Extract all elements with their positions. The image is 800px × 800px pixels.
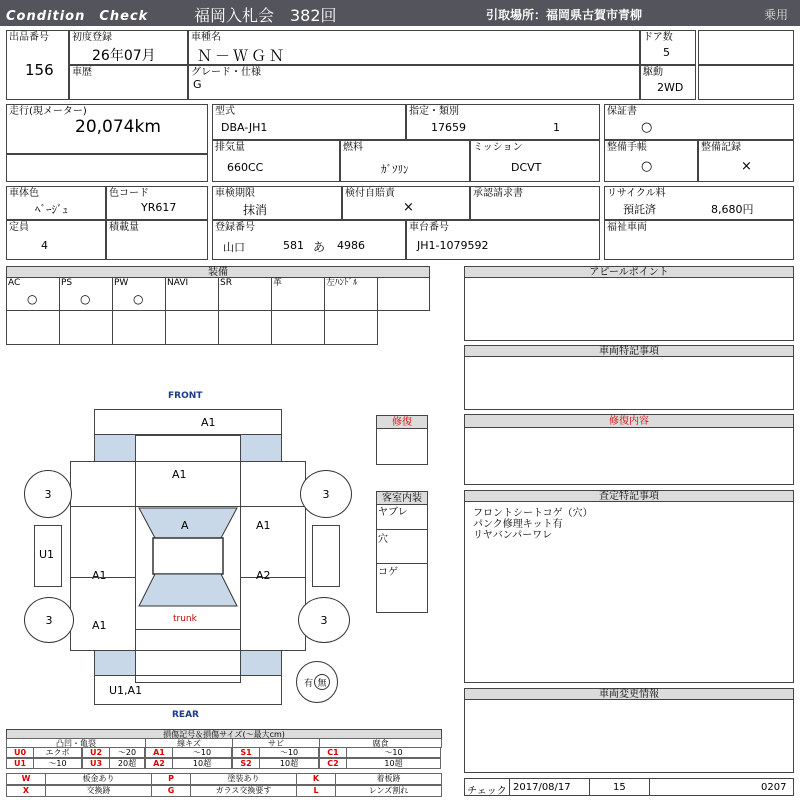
rear-bumper	[94, 675, 282, 705]
door-front-left	[70, 506, 136, 578]
legend-code-c2: C2	[319, 758, 347, 769]
hood-panel	[135, 435, 241, 507]
left-side-damage: U1	[39, 548, 55, 561]
interior-hole-label: 穴	[378, 534, 388, 545]
drive-cell	[640, 65, 696, 100]
body-color-value: ﾍﾞｰｼﾞｭ	[35, 203, 68, 216]
right-side-panel	[312, 525, 340, 587]
model-value: DBA-JH1	[221, 121, 268, 134]
recycle-cell	[604, 186, 794, 220]
interior-divider-1	[377, 529, 427, 530]
designation-type-value: 17659	[431, 121, 466, 134]
lot-number-cell	[6, 30, 69, 100]
chassis-value: JH1-1079592	[417, 239, 489, 252]
legend-desc-a1: ～10	[172, 747, 232, 758]
equipment-blank-7	[271, 310, 325, 345]
displacement-cell	[212, 140, 340, 182]
equipment-ps-label: PS	[61, 278, 73, 288]
chassis-label: 車台番号	[409, 222, 449, 233]
equipment-blank-5	[165, 310, 219, 345]
check-date: 2017/08/17	[513, 782, 571, 793]
doors-cell	[640, 30, 696, 65]
equipment-ps	[59, 277, 113, 311]
recycle-label: リサイクル料	[607, 188, 666, 199]
repair-content	[376, 428, 428, 465]
legend-group-corrosion: 腐食	[319, 738, 442, 748]
front-bumper-damage: A1	[201, 416, 216, 429]
maintenance-record-cell	[698, 140, 794, 182]
interior-burn-label: コゲ	[378, 567, 398, 578]
door-front-right	[240, 506, 306, 578]
designation-cell	[406, 104, 600, 140]
door-rear-right	[240, 577, 306, 651]
legend-mark-x: X	[6, 785, 46, 797]
legend-mark-w: W	[6, 773, 46, 785]
legend-code-s1: S1	[232, 747, 260, 758]
repair-label: 修復	[376, 415, 428, 429]
legend-code-u3: U3	[82, 758, 110, 769]
tire-front-left	[24, 470, 72, 518]
legend-mark-desc-x: 交換跡	[45, 785, 152, 797]
car-name-label: 車種名	[191, 32, 221, 43]
maintenance-manual-cell	[604, 140, 698, 182]
legend-code-a1: A1	[145, 747, 173, 758]
tire-rear-left	[24, 597, 74, 643]
legend-desc-u3: 20超	[109, 758, 145, 769]
approval-label: 承認請求書	[473, 188, 523, 199]
check-code: 0207	[761, 782, 787, 793]
header-pickup-location: 引取場所：福岡県古賀市青柳	[486, 8, 643, 22]
tire-front-left-value: 3	[44, 487, 52, 501]
maintenance-manual-label: 整備手帳	[607, 142, 647, 153]
tire-rear-right-value: 3	[320, 613, 328, 627]
tire-front-right-value: 3	[322, 487, 330, 501]
equipment-pw-label: PW	[114, 278, 129, 288]
drive-label: 駆動	[643, 67, 663, 78]
legend-code-rows	[6, 747, 442, 769]
interior-divider-2	[377, 563, 427, 564]
designation-class-value: 1	[553, 121, 560, 134]
assessment-line-3: リヤバンパーワレ	[473, 530, 553, 541]
check-row	[464, 778, 794, 796]
grade-label: グレード・仕様	[191, 67, 261, 78]
inspection-label: 車検期限	[215, 188, 255, 199]
legend-mark-desc-p: 塗装あり	[190, 773, 297, 785]
mission-value: DCVT	[511, 161, 542, 174]
trunk-label: trunk	[173, 614, 197, 624]
legend-mark-l: L	[296, 785, 336, 797]
legend-desc-u1: ～10	[33, 758, 82, 769]
hood-damage: A1	[172, 468, 187, 481]
legend-mark-desc-l: レンズ割れ	[335, 785, 442, 797]
displacement-label: 排気量	[215, 142, 245, 153]
history-cell	[69, 65, 188, 100]
legend-mark-desc-w: 板金あり	[45, 773, 152, 785]
fuel-cell	[340, 140, 470, 182]
header-bar	[0, 0, 800, 26]
mission-cell	[470, 140, 600, 182]
warranty-label: 保証書	[607, 106, 637, 117]
equipment-ac-label: AC	[8, 278, 21, 288]
equipment-sr-label: SR	[220, 278, 232, 288]
interior-title: 客室内装	[376, 491, 428, 505]
extra-box-bottom	[698, 65, 794, 100]
approval-cell	[470, 186, 600, 220]
grade-value: G	[193, 78, 202, 91]
plate-class-value: 581	[283, 239, 304, 252]
color-code-cell	[106, 186, 208, 220]
header-left-title: Condition Check	[6, 9, 149, 24]
plate-kana-value: あ	[313, 240, 326, 254]
load-capacity-label: 積載量	[109, 222, 139, 233]
legend-mark-rows	[6, 773, 442, 797]
car-name-value: Ｎ－ＷＧＮ	[197, 47, 288, 65]
door-rear-left-damage: A1	[92, 619, 107, 632]
equipment-blank-2	[6, 310, 60, 345]
first-registration-cell	[69, 30, 188, 65]
car-diagram	[0, 385, 440, 725]
designation-label: 指定・類別	[409, 106, 459, 117]
mileage-value: 20,074km	[75, 117, 161, 137]
equipment-title: 装備	[6, 266, 430, 278]
equipment-grid	[6, 277, 430, 345]
assessment-title: 査定特記事項	[464, 490, 794, 502]
legend-code-u0: U0	[6, 747, 34, 758]
legend-desc-u2: ～20	[109, 747, 145, 758]
first-registration-value: 26年07月	[92, 48, 156, 64]
interior-tear-label: ヤブレ	[378, 507, 408, 518]
spare-tire-mark: 無	[314, 674, 330, 690]
legend-code-s2: S2	[232, 758, 260, 769]
equipment-blank-1	[377, 277, 430, 311]
check-label: チェック	[467, 786, 507, 797]
legend-group-scratch: 線キズ	[145, 738, 233, 748]
damage-legend	[6, 729, 442, 797]
legend-code-a2: A2	[145, 758, 173, 769]
check-divider-3	[649, 779, 650, 795]
tire-rear-right	[298, 597, 350, 643]
body-color-label: 車体色	[9, 188, 39, 199]
welfare-cell	[604, 220, 794, 260]
legend-code-c1: C1	[319, 747, 347, 758]
tire-front-right	[300, 470, 352, 518]
equipment-pw	[112, 277, 166, 311]
left-side-panel	[34, 525, 62, 587]
grade-cell	[188, 65, 640, 100]
mission-label: ミッション	[473, 142, 523, 153]
tire-rear-left-value: 3	[45, 613, 53, 627]
fuel-value: ｶﾞｿﾘﾝ	[381, 163, 409, 176]
plate-area-value: 山口	[223, 241, 245, 254]
chassis-cell	[406, 220, 600, 260]
equipment-blank-3	[59, 310, 113, 345]
door-rear-left	[70, 577, 136, 651]
maintenance-record-value: ×	[741, 159, 752, 174]
mileage-cell	[6, 104, 208, 154]
repair-content-body	[464, 427, 794, 485]
recycle-status-value: 預託済	[623, 203, 656, 216]
front-label: FRONT	[168, 391, 203, 401]
insurance-value: ×	[403, 200, 414, 215]
legend-mark-k: K	[296, 773, 336, 785]
check-divider-2	[589, 779, 590, 795]
spare-tire-label: 有	[303, 678, 313, 689]
header-category: 乗用	[764, 8, 789, 22]
doors-label: ドア数	[643, 32, 673, 43]
vehicle-change-content	[464, 699, 794, 773]
doors-value: 5	[663, 46, 670, 59]
plate-label: 登録番号	[215, 222, 255, 233]
mileage-label: 走行(現メーター)	[9, 106, 87, 117]
color-code-value: YR617	[141, 201, 177, 214]
extra-box-top	[698, 30, 794, 65]
legend-desc-c2: 10超	[346, 758, 441, 769]
equipment-pw-value: ○	[133, 292, 144, 306]
equipment-blank-8	[324, 310, 378, 345]
door-front-left-damage: A1	[92, 569, 107, 582]
lot-number-label: 出品番号	[9, 32, 49, 43]
legend-desc-u0: エクボ	[33, 747, 82, 758]
rear-bumper-damage: U1,A1	[109, 684, 143, 697]
inspection-value: 抹消	[243, 203, 268, 217]
displacement-value: 660CC	[227, 161, 264, 174]
legend-code-u2: U2	[82, 747, 110, 758]
special-notes-content	[464, 356, 794, 410]
capacity-value: 4	[41, 239, 48, 252]
recycle-fee-value: 8,680円	[711, 203, 754, 216]
front-bumper	[94, 409, 282, 435]
header-center-title: 福岡入札会 382回	[194, 6, 337, 25]
legend-group-rust: サビ	[232, 738, 320, 748]
insurance-label: 検付自賠責	[345, 188, 395, 199]
maintenance-manual-value: ○	[641, 159, 653, 174]
legend-desc-s2: 10超	[259, 758, 319, 769]
model-cell	[212, 104, 406, 140]
legend-desc-a2: 10超	[172, 758, 232, 769]
appeal-content	[464, 277, 794, 341]
equipment-navi	[165, 277, 219, 311]
maintenance-record-label: 整備記録	[701, 142, 741, 153]
inspection-cell	[212, 186, 342, 220]
equipment-ps-value: ○	[80, 292, 91, 306]
special-notes-title: 車両特記事項	[464, 345, 794, 357]
door-rear-right-damage: A2	[256, 569, 271, 582]
model-label: 型式	[215, 106, 235, 117]
equipment-ac-value: ○	[27, 292, 38, 306]
legend-title: 損傷記号＆損傷サイズ(～最大cm)	[6, 729, 442, 739]
drive-value: 2WD	[657, 81, 684, 94]
car-name-cell	[188, 30, 640, 65]
fuel-label: 燃料	[343, 142, 363, 153]
spare-tire	[296, 661, 338, 703]
equipment-left-handle-label: 左ﾊﾝﾄﾞﾙ	[326, 278, 358, 288]
legend-desc-c1: ～10	[346, 747, 441, 758]
legend-code-u1: U1	[6, 758, 34, 769]
legend-desc-s1: ～10	[259, 747, 319, 758]
equipment-sr	[218, 277, 272, 311]
check-number: 15	[613, 782, 626, 793]
equipment-navi-label: NAVI	[167, 278, 189, 288]
insurance-cell	[342, 186, 470, 220]
warranty-value: ○	[641, 120, 653, 135]
load-capacity-cell	[106, 220, 208, 260]
vehicle-change-title: 車両変更情報	[464, 688, 794, 700]
plate-cell	[212, 220, 406, 260]
lot-number-value: 156	[25, 61, 54, 79]
assessment-content	[464, 501, 794, 683]
capacity-cell	[6, 220, 106, 260]
rear-corners-outline	[94, 650, 282, 676]
equipment-leather-label: 革	[273, 278, 283, 288]
first-registration-label: 初度登録	[72, 32, 112, 43]
warranty-cell	[604, 104, 794, 140]
color-code-label: 色コード	[109, 188, 149, 199]
plate-id-value: 4986	[337, 239, 365, 252]
assessment-line-2: パンク修理キット有	[473, 519, 563, 530]
legend-group-dent: 凸凹・亀裂	[6, 738, 146, 748]
repair-box	[376, 415, 428, 465]
legend-mark-p: P	[151, 773, 191, 785]
appeal-title: アピールポイント	[464, 266, 794, 278]
assessment-line-1: フロントシートコゲ（穴）	[473, 508, 593, 519]
history-label: 車歴	[72, 67, 92, 78]
check-divider-1	[509, 779, 510, 795]
repair-content-title: 修復内容	[464, 414, 794, 428]
equipment-blank-4	[112, 310, 166, 345]
legend-mark-desc-k: 着板跡	[335, 773, 442, 785]
equipment-blank-6	[218, 310, 272, 345]
capacity-label: 定員	[9, 222, 29, 233]
interior-box	[376, 491, 428, 613]
equipment-leather	[271, 277, 325, 311]
door-front-right-damage: A1	[256, 519, 271, 532]
equipment-left-handle	[324, 277, 378, 311]
mileage-extra-cell	[6, 154, 208, 182]
roof-damage: A	[181, 519, 189, 532]
legend-mark-desc-g: ガラス交換要す	[190, 785, 297, 797]
welfare-label: 福祉車両	[607, 222, 647, 233]
rear-label: REAR	[172, 710, 199, 720]
body-color-cell	[6, 186, 106, 220]
equipment-ac	[6, 277, 60, 311]
interior-content	[376, 504, 428, 613]
legend-mark-g: G	[151, 785, 191, 797]
